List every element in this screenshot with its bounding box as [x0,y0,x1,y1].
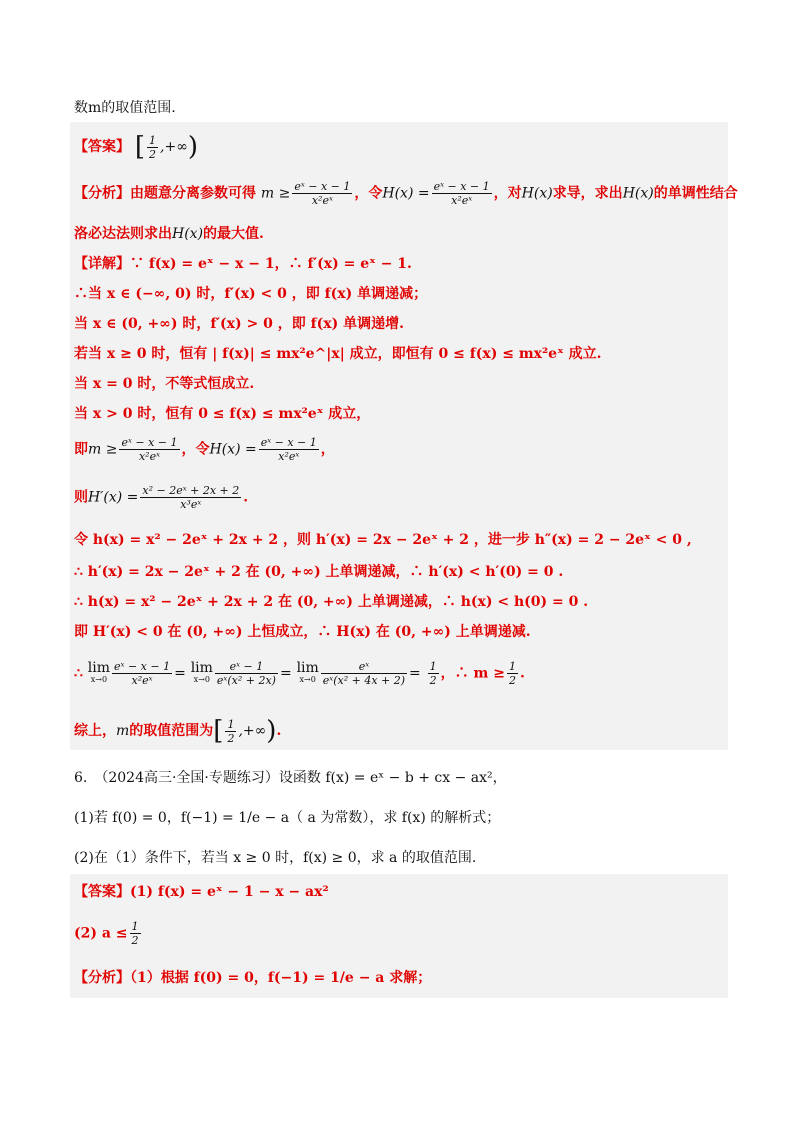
intro-text: 数m的取值范围. [74,100,176,116]
detail-line-6: 当 x > 0 时，恒有 0 ≤ f(x) ≤ mx²eˣ 成立， [74,406,371,422]
analysis-line-1: 【分析】由题意分离参数可得 m ≥ $\frac{\text{eˣ − x − 1}}{\text{x²eˣ}}$ ，令H(x) = $\frac{\text{eˣ − x − 1}}{\text{x²eˣ}}$ ，对H(x)求导，求出H(x)的单调性结合 [74,180,738,207]
detail-line-4: 若当 x ≥ 0 时，恒有 | f(x)| ≤ mx²e^|x| 成立，即恒有 0 ≤ f(x) ≤ mx²eˣ 成立. [74,346,602,362]
answer-line [74,132,198,162]
detail-line-3: 当 x ∈ (0, +∞) 时，f′(x) > 0 ，即 f(x) 单调递增. [74,316,404,332]
detail-fraction-1: $\frac{\text{eˣ − x − 1}}{\text{x²eˣ}}$ [121,436,178,463]
detail-line-2: ∴当 x ∈ (−∞, 0) 时，f′(x) < 0 ，即 f(x) 单调递减； [74,286,428,302]
summary-line: 综上，m的取值范围为[ $\frac{1}{2}$ ,+∞). [74,716,282,746]
analysis-fraction-2: $\frac{\text{eˣ − x − 1}}{\text{x²eˣ}}$ [433,180,490,207]
answer2-line-2: (2) a ≤ $\frac{1}{2}$ [74,920,139,947]
question-6-part-2: (2)在（1）条件下，若当 x ≥ 0 时，f(x) ≥ 0，求 a 的取值范围. [74,850,477,866]
lim-3: lim x→0 [296,659,319,684]
interval-rest: ,+∞ [160,139,188,155]
analysis-fraction-1: $\frac{\text{eˣ − x − 1}}{\text{x²eˣ}}$ [294,180,351,207]
lim-fraction-1: $\frac{\text{eˣ − x − 1}}{\text{x²eˣ}}$ [114,660,171,687]
question-6-part-1: (1)若 f(0) = 0，f(−1) = 1/e − a（ a 为常数），求 f(x) 的解析式； [74,810,501,826]
detail-line-1: 【详解】∵ f(x) = eˣ − x − 1，∴ f′(x) = eˣ − 1. [74,256,412,272]
lim-1: lim x→0 [87,659,111,684]
interval-right-bracket: ) [187,132,199,162]
answer2-line-1: 【答案】(1) f(x) = eˣ − 1 − x − ax² [74,884,329,900]
interval-left-bracket: [ [134,132,146,162]
h-prime-fraction: $\frac{\text{x² − 2eˣ + 2x + 2}}{\text{x³eˣ}}$ [142,484,240,511]
detail-line-11: ∴ h(x) = x² − 2eˣ + 2x + 2 在 (0, +∞) 上单调递减，∴ h(x) < h(0) = 0 . [74,594,589,610]
lim-2: lim x→0 [190,659,213,684]
question-6: 6. （2024高三·全国·专题练习）设函数 f(x) = eˣ − b + cx − ax²， [74,770,507,786]
detail-fraction-2: $\frac{\text{eˣ − x − 1}}{\text{x²eˣ}}$ [260,436,317,463]
summary-fraction: $\frac{1}{2}$ [227,717,235,745]
detail-line-7: 即m ≥ $\frac{\text{eˣ − x − 1}}{\text{x²eˣ}}$ ，令H(x) = $\frac{\text{eˣ − x − 1}}{\text{x²eˣ}}$ ， [74,436,335,463]
detail-line-12: 即 H′(x) < 0 在 (0, +∞) 上恒成立，∴ H(x) 在 (0, +∞) 上单调递减. [74,624,531,640]
lim-half: $\frac{1}{2}$ [429,660,437,687]
detail-line-8: 则H′(x) = $\frac{\text{x² − 2eˣ + 2x + 2}}{\text{x³eˣ}}$ . [74,484,249,511]
answer2-fraction: $\frac{1}{2}$ [131,920,139,947]
lim-fraction-2: $\frac{\text{eˣ − 1}}{\text{eˣ(x² + 2x)}}$ [216,660,276,687]
analysis-line-2: 洛必达法则求出H(x)的最大值. [74,226,264,242]
limit-line: ∴ lim x→0 $\frac{\text{eˣ − x − 1}}{\text{x²eˣ}}$ = lim x→0 $\frac{\text{eˣ − 1}}{\text{eˣ(x² + 2x)}}$ = lim x→0 $\frac{\text{eˣ}}{\text{eˣ(x² + 4x + 2)}}$ = $\frac{1}{2}$ ，∴ m ≥ $\frac{1}{2}$ . [74,659,525,687]
lim-fraction-3: $\frac{\text{eˣ}}{\text{eˣ(x² + 4x + 2)}}$ [322,660,406,687]
detail-line-9: 令 h(x) = x² − 2eˣ + 2x + 2 ，则 h′(x) = 2x − 2eˣ + 2 ，进一步 h″(x) = 2 − 2eˣ < 0 , [74,532,692,548]
analysis2-line: 【分析】（1）根据 f(0) = 0，f(−1) = 1/e − a 求解； [74,970,432,986]
detail-line-10: ∴ h′(x) = 2x − 2eˣ + 2 在 (0, +∞) 上单调递减，∴ h′(x) < h′(0) = 0 . [74,564,564,580]
answer-label: 【答案】 [74,139,130,155]
interval-fraction: $\frac{1}{2}$ [149,133,157,161]
m-bound-half: $\frac{1}{2}$ [508,660,516,687]
detail-line-5: 当 x = 0 时，不等式恒成立. [74,376,255,392]
